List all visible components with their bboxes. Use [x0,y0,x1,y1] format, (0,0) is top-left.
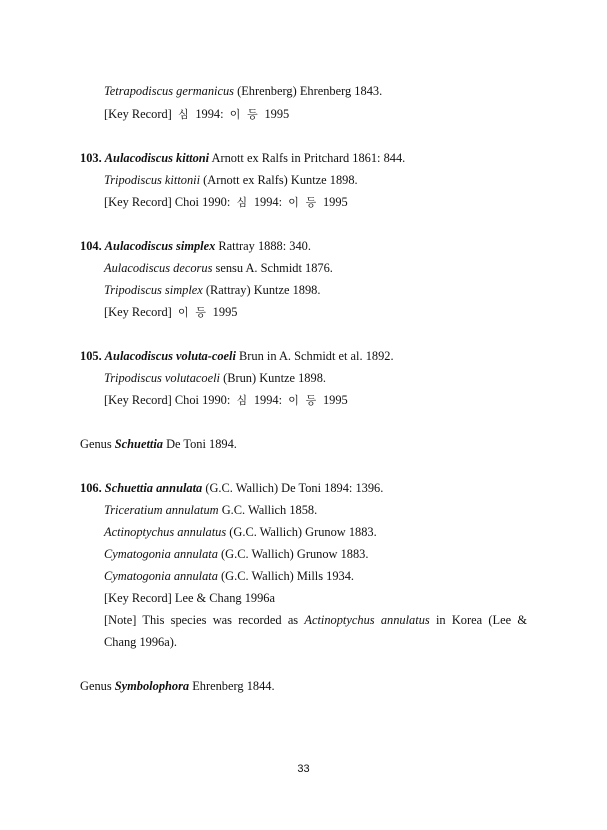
species-name: Schuettia annulata [104,481,203,495]
species-authority: Arnott ex Ralfs in Pritchard 1861: 844. [209,151,406,165]
year: 1995 [212,305,238,319]
note-species-name: Actinoptychus annulatus [304,613,430,627]
synonym-line [104,568,354,584]
synonym-name: Triceratium annulatum [104,503,219,517]
synonym-name: Actinoptychus annulatus [104,525,227,539]
korean-author-shim: 심 [177,108,190,121]
synonym-name: Tripodiscus simplex [104,283,203,297]
genus-name: Symbolophora [114,679,190,693]
genus-prefix: Genus [80,437,115,451]
entry-number: 105. [80,349,102,363]
note-line [104,612,527,628]
species-authority: Rattray 1888: 340. [215,239,311,253]
year: 1995 [322,195,348,209]
synonym-authority: (Brun) Kuntze 1898. [220,371,326,385]
korean-et-al: 등 [305,196,317,209]
korean-author-shim: 심 [236,394,248,407]
korean-author-lee: 이 [288,394,300,407]
synonym-authority: (Rattray) Kuntze 1898. [202,283,321,297]
note-word: recorded [238,613,282,627]
synonym-name: Cymatogonia annulata [104,569,218,583]
korean-author-lee: 이 [229,108,241,121]
note-line-continued: Chang 1996a). [104,635,177,649]
genus-prefix: Genus [80,679,115,693]
key-record-line [104,304,237,321]
note-word: as [287,613,299,627]
species-name: Aulacodiscus voluta-coeli [104,349,236,363]
note-word: [Note] [104,613,137,627]
note-word: This [142,613,165,627]
species-heading [80,480,383,496]
synonym-line [104,172,358,188]
genus-name: Schuettia [114,437,163,451]
year: 1994: [253,195,283,209]
korean-et-al: 등 [247,108,259,121]
synonym-name: Cymatogonia annulata [104,547,218,561]
year: 1994: [253,393,283,407]
synonym-authority: sensu A. Schmidt 1876. [212,261,333,275]
synonym-line [104,524,377,540]
entry-number: 103. [80,151,102,165]
species-authority: (G.C. Wallich) De Toni 1894: 1396. [202,481,384,495]
korean-et-al: 등 [195,306,207,319]
key-record-label: [Key Record] [104,305,172,319]
synonym-authority: (G.C. Wallich) Mills 1934. [217,569,355,583]
synonym-line [104,83,382,99]
genus-heading [80,436,237,452]
synonym-name: Tripodiscus kittonii [104,173,201,187]
species-name: Aulacodiscus kittoni [104,151,210,165]
entry-number: 106. [80,481,102,495]
synonym-line [104,260,333,276]
species-name: Aulacodiscus simplex [104,239,216,253]
korean-et-al: 등 [305,394,317,407]
note-word: (Lee [488,613,512,627]
note-word: in [435,613,446,627]
page-number: 33 [297,763,310,775]
note-word: was [212,613,232,627]
synonym-authority: (G.C. Wallich) Grunow 1883. [226,525,377,539]
genus-heading [80,678,275,694]
synonym-name: Aulacodiscus decorus [104,261,213,275]
synonym-authority: (G.C. Wallich) Grunow 1883. [217,547,369,561]
korean-author-lee: 이 [177,306,190,319]
key-record-line [104,392,348,409]
genus-authority: Ehrenberg 1844. [189,679,275,693]
genus-authority: De Toni 1894. [162,437,237,451]
key-record-label: [Key Record] Choi 1990: [104,393,231,407]
synonym-authority: G.C. Wallich 1858. [218,503,318,517]
synonym-line [104,546,368,562]
key-record-line: [Key Record] Lee & Chang 1996a [104,591,276,605]
synonym-line [104,282,320,298]
note-word: & [517,613,527,627]
synonym-name: Tripodiscus volutacoeli [104,371,220,385]
key-record-label: [Key Record] [104,107,172,121]
synonym-line [104,502,317,518]
species-heading [80,150,405,166]
key-record-line [104,194,348,211]
synonym-name: Tetrapodiscus germanicus [104,84,234,98]
korean-author-lee: 이 [288,196,300,209]
key-record-line [104,106,289,123]
synonym-line [104,370,326,386]
year: 1994: [195,107,224,121]
note-word: species [170,613,207,627]
synonym-authority: (Arnott ex Ralfs) Kuntze 1898. [200,173,358,187]
species-heading [80,238,311,254]
synonym-authority: (Ehrenberg) Ehrenberg 1843. [234,84,383,98]
key-record-label: [Key Record] Choi 1990: [104,195,231,209]
note-word: Korea [451,613,483,627]
species-heading [80,348,394,364]
year: 1995 [322,393,348,407]
entry-number: 104. [80,239,102,253]
korean-author-shim: 심 [236,196,248,209]
year: 1995 [264,107,290,121]
species-authority: Brun in A. Schmidt et al. 1892. [235,349,394,363]
